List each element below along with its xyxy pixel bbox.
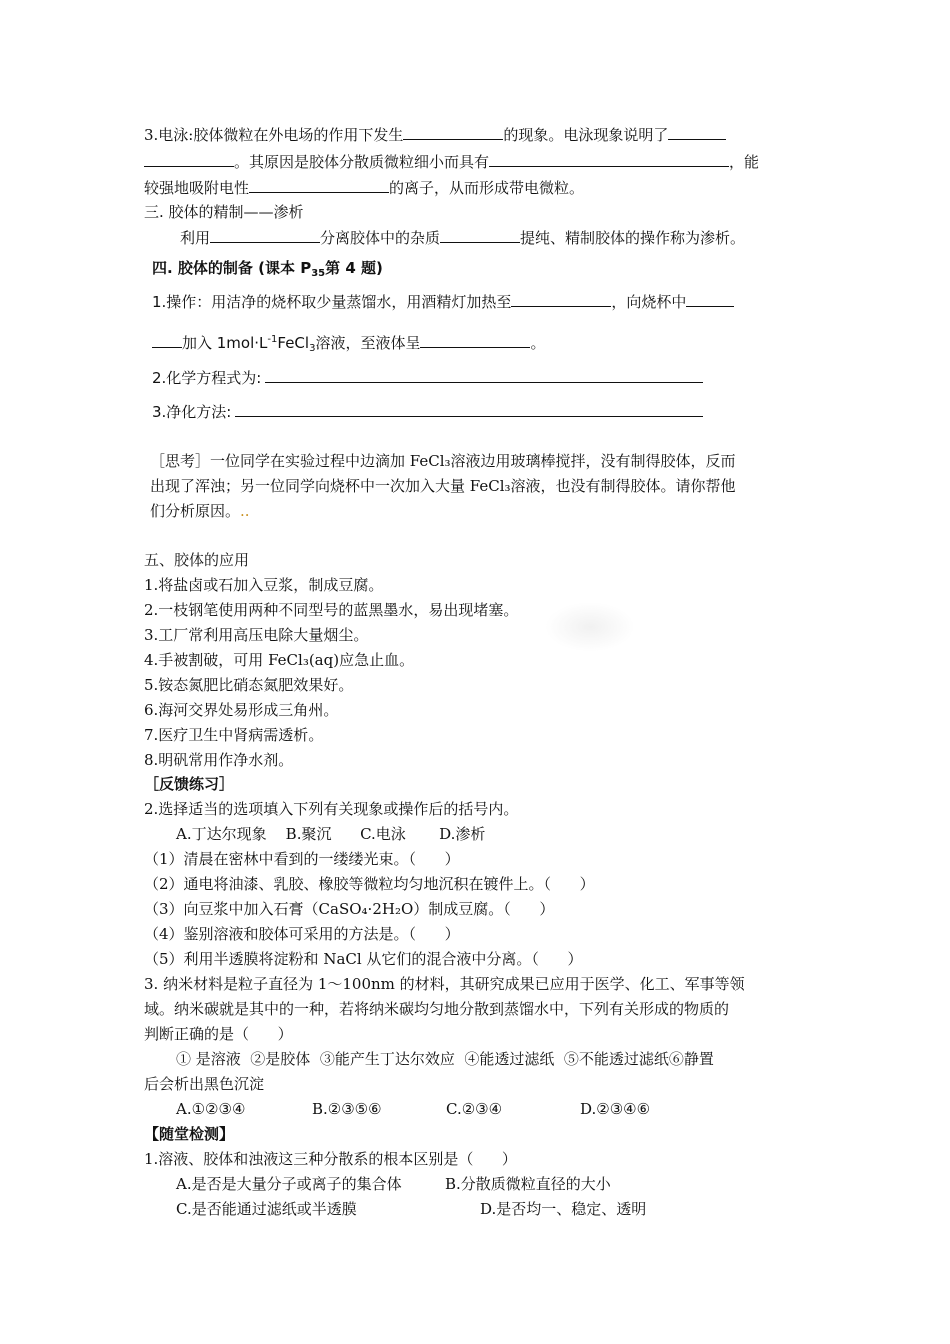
text: 。 — [530, 334, 546, 352]
blank — [489, 152, 729, 167]
check-option-a: A.是否是大量分子或离子的集合体 — [176, 1175, 402, 1193]
operation-line-1 — [152, 292, 734, 312]
text: 较强地吸附电性 — [144, 179, 250, 197]
blank — [420, 333, 530, 348]
blank — [440, 228, 520, 243]
blank — [265, 368, 703, 383]
text: 1.操作：用洁净的烧杯取少量蒸馏水，用酒精灯加热至 — [152, 293, 512, 311]
application-item: 6.海河交界处易形成三角州。 — [144, 701, 339, 719]
operation-line-2 — [152, 330, 545, 359]
electrophoresis-line-2 — [144, 152, 759, 172]
think-line-2: 出现了浑浊；另一位同学向烧杯中一次加入大量 FeCl₃溶液，也没有制得胶体。请你帮他 — [150, 477, 736, 495]
watermark — [545, 602, 635, 652]
sub-question: （4）鉴别溶液和胶体可采用的方法是。（ ） — [144, 925, 460, 943]
text: 的现象。电泳现象说明了 — [503, 126, 669, 144]
check-option-d: D.是否均一、稳定、透明 — [480, 1200, 647, 1218]
blank — [668, 125, 726, 140]
sub-question: （2）通电将油漆、乳胶、橡胶等微粒均匀地沉积在镀件上。（ ） — [144, 875, 595, 893]
equation-line — [152, 368, 703, 388]
think-line-1: ［思考］一位同学在实验过程中边滴加 FeCl₃溶液边用玻璃棒搅拌，没有制得胶体，反而 — [150, 452, 736, 470]
text: 的离子，从而形成带电微粒。 — [389, 179, 585, 197]
feedback-title: ［反馈练习］ — [144, 775, 235, 793]
blank — [511, 292, 611, 307]
application-item: 4.手被割破，可用 FeCl₃(aq)应急止血。 — [144, 651, 415, 669]
electrophoresis-line-1 — [144, 125, 726, 145]
application-item: 3.工厂常利用高压电除大量烟尘。 — [144, 626, 369, 644]
text: 。其原因是胶体分散质微粒细小而具有 — [234, 153, 490, 171]
question-3-line-3: 判断正确的是（ ） — [144, 1025, 293, 1043]
check-option-c: C.是否能通过滤纸或半透膜 — [176, 1200, 357, 1218]
text: 第 4 题) — [325, 259, 383, 277]
mark: .. — [240, 502, 250, 520]
electrophoresis-line-3 — [144, 178, 584, 198]
text: 35 — [311, 268, 326, 279]
blank — [210, 228, 320, 243]
application-item: 2.一枝钢笔使用两种不同型号的蓝黑墨水，易出现堵塞。 — [144, 601, 519, 619]
text: ，能 — [729, 153, 760, 171]
check-question-1: 1.溶液、胶体和浊液这三种分散系的根本区别是（ ） — [144, 1150, 517, 1168]
text: 们分析原因。 — [150, 502, 241, 520]
choice-c: C.②③④ — [446, 1100, 503, 1118]
section-4-title — [152, 258, 383, 284]
choice-d: D.②③④⑥ — [580, 1100, 651, 1118]
sub-question: （5）利用半透膜将淀粉和 NaCl 从它们的混合液中分离。（ ） — [144, 950, 583, 968]
text: 利用 — [180, 229, 211, 247]
purification-line — [152, 402, 703, 422]
sub-question: （3）向豆浆中加入石膏（CaSO₄·2H₂O）制成豆腐。（ ） — [144, 900, 555, 918]
question-3-options-1: ① 是溶液 ②是胶体 ③能产生丁达尔效应 ④能透过滤纸 ⑤不能透过滤纸⑥静置 — [176, 1050, 714, 1068]
question-3-line-2: 域。纳米碳就是其中的一种，若将纳米碳均匀地分散到蒸馏水中，下列有关形成的物质的 — [144, 1000, 730, 1018]
application-item: 8.明矾常用作净水剂。 — [144, 751, 294, 769]
choice-b: B.②③⑤⑥ — [312, 1100, 382, 1118]
dialysis-line — [180, 228, 745, 248]
section-5-title: 五、胶体的应用 — [144, 551, 250, 569]
question-2-options: A.丁达尔现象 B.聚沉 C.电泳 D.渗析 — [176, 825, 486, 843]
text: 加入 1mol·L — [182, 334, 268, 352]
blank — [144, 152, 234, 167]
text: 3 — [309, 343, 316, 354]
text: 3.净化方法: — [152, 403, 232, 421]
application-item: 5.铵态氮肥比硝态氮肥效果好。 — [144, 676, 354, 694]
text: FeCl — [277, 334, 310, 352]
blank — [686, 292, 734, 307]
application-item: 7.医疗卫生中肾病需透析。 — [144, 726, 324, 744]
question-3-options-2: 后会析出黑色沉淀 — [144, 1075, 265, 1093]
blank — [249, 178, 389, 193]
check-option-b: B.分散质微粒直径的大小 — [445, 1175, 611, 1193]
blank — [152, 333, 182, 348]
sub-question: （1）清晨在密林中看到的一缕缕光束。（ ） — [144, 850, 460, 868]
text: ，向烧杯中 — [611, 293, 687, 311]
think-line-3 — [150, 501, 250, 521]
text: 溶液，至液体呈 — [315, 334, 421, 352]
check-title: 【随堂检测】 — [144, 1125, 235, 1143]
application-item: 1.将盐卤或石加入豆浆，制成豆腐。 — [144, 576, 384, 594]
question-3-line-1: 3. 纳米材料是粒子直径为 1～100nm 的材料，其研究成果已应用于医学、化工、军事等领 — [144, 975, 745, 993]
text: 提纯、精制胶体的操作称为渗析。 — [520, 229, 746, 247]
text: 四. 胶体的制备 (课本 P — [152, 259, 312, 277]
text: 分离胶体中的杂质 — [320, 229, 441, 247]
blank — [235, 402, 703, 417]
question-2: 2.选择适当的选项填入下列有关现象或操作后的括号内。 — [144, 800, 519, 818]
section-3-title: 三. 胶体的精制——渗析 — [144, 203, 304, 221]
text: 3.电泳:胶体微粒在外电场的作用下发生 — [144, 126, 404, 144]
blank — [403, 125, 503, 140]
text: -1 — [267, 334, 278, 345]
choice-a: A.①②③④ — [176, 1100, 246, 1118]
text: 2.化学方程式为: — [152, 369, 262, 387]
